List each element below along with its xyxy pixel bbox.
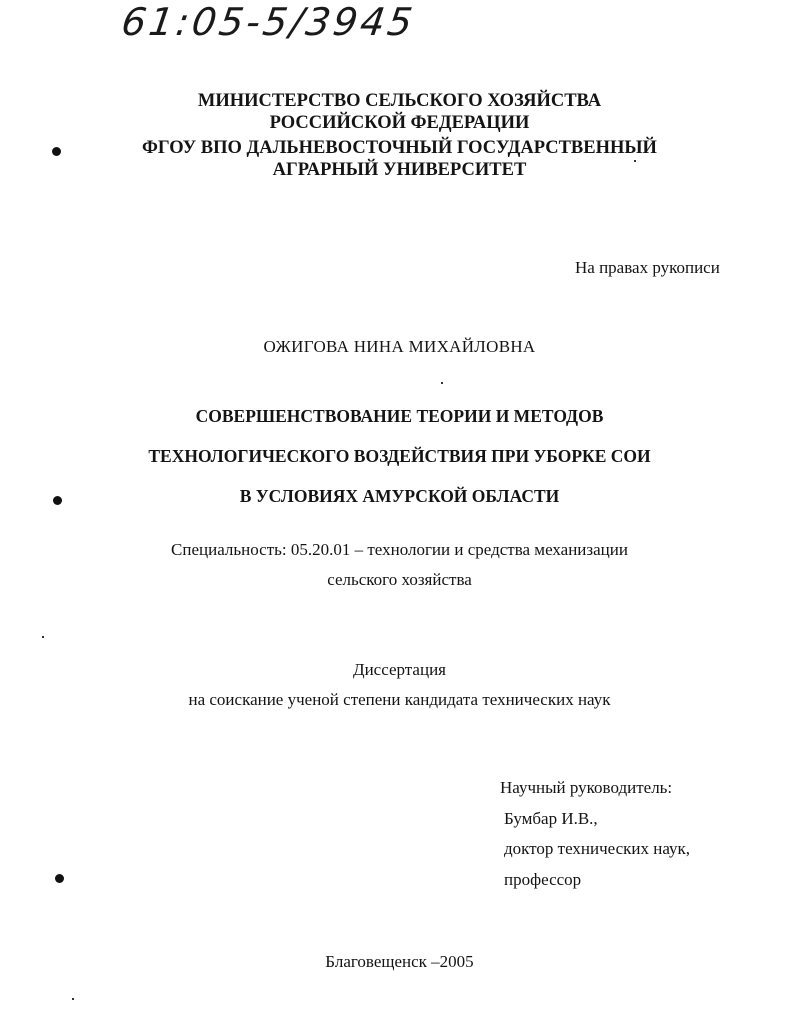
binder-hole-mark-2 bbox=[53, 496, 62, 505]
city-year: Благовещенск –2005 bbox=[325, 952, 474, 971]
scan-speck bbox=[634, 160, 636, 162]
specialty-line-1: Специальность: 05.20.01 – технологии и средства механизации bbox=[171, 540, 628, 559]
dissertation-title bbox=[0, 396, 799, 516]
supervisor-name: Бумбар И.В., bbox=[504, 808, 598, 828]
university-line-1: ФГОУ ВПО ДАЛЬНЕВОСТОЧНЫЙ ГОСУДАРСТВЕННЫЙ bbox=[142, 138, 657, 158]
title-line-3: В УСЛОВИЯХ АМУРСКОЙ ОБЛАСТИ bbox=[239, 486, 560, 506]
archive-number-handwritten: 61:05-5/3945 bbox=[118, 0, 419, 44]
ministry-header bbox=[0, 90, 799, 134]
supervisor-degree: доктор технических наук, bbox=[504, 839, 691, 858]
supervisor-block bbox=[500, 773, 690, 895]
binder-hole-mark-3 bbox=[55, 874, 64, 883]
dissertation-label: Диссертация bbox=[352, 660, 446, 679]
supervisor-title: профессор bbox=[504, 869, 582, 889]
specialty-line-2: сельского хозяйства bbox=[327, 570, 472, 589]
scan-speck bbox=[42, 636, 44, 638]
title-line-2: ТЕХНОЛОГИЧЕСКОГО ВОЗДЕЙСТВИЯ ПРИ УБОРКЕ СОИ bbox=[148, 446, 651, 466]
author-name: ОЖИГОВА НИНА МИХАЙЛОВНА bbox=[263, 337, 536, 356]
ministry-line-1: МИНИСТЕРСТВО СЕЛЬСКОГО ХОЗЯЙСТВА bbox=[197, 91, 602, 111]
ministry-line-2: РОССИЙСКОЙ ФЕДЕРАЦИИ bbox=[269, 113, 530, 133]
binder-hole-mark-1 bbox=[52, 147, 61, 156]
dissertation-block bbox=[0, 655, 799, 715]
title-line-1: СОВЕРШЕНСТВОВАНИЕ ТЕОРИИ И МЕТОДОВ bbox=[195, 406, 604, 426]
manuscript-note: На правах рукописи bbox=[575, 258, 720, 277]
specialty-block bbox=[0, 535, 799, 595]
scan-speck bbox=[72, 998, 74, 1000]
university-line-2: АГРАРНЫЙ УНИВЕРСИТЕТ bbox=[272, 160, 527, 180]
university-header bbox=[0, 137, 799, 181]
dissertation-degree: на соискание ученой степени кандидата технических наук bbox=[188, 690, 611, 709]
scan-speck bbox=[441, 382, 443, 384]
supervisor-label: Научный руководитель: bbox=[500, 778, 673, 797]
